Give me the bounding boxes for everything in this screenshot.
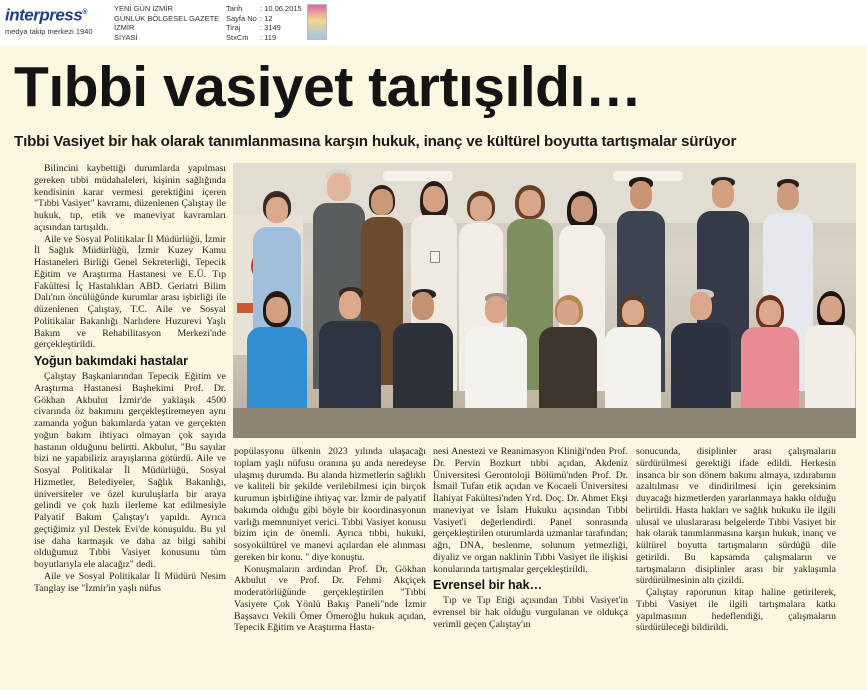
logo-tagline: medya takip merkezi 1940 xyxy=(5,26,93,36)
paragraph: Çalıştay raporunun kitap haline getirilerek, Tıbbi Vasiyet ile ilgili tartışmalara katkı yapılmasının hedeflendiği, çalışmaların sürdürüleceği bildirildi. xyxy=(636,587,836,634)
section-heading: Evrensel bir hak… xyxy=(433,578,543,593)
photo-floor xyxy=(233,408,856,438)
person-seated xyxy=(247,291,307,411)
publication-info xyxy=(114,4,219,42)
article-headline: Tıbbi vasiyet tartışıldı… xyxy=(14,55,642,119)
paragraph: Çalıştay Başkanlarından Tepecik Eğitim ve Araştırma Hastanesi Başhekimi Prof. Dr. Gökhan Akbulut İzmir'de yaklaşık 4500 civarında öz bakımını gerçekleştiremeyen aynı zamanda yoğun bakımlarda yatan ve gerçekten yoğun bakım ihtiyacı olmayan çok sayıda hastanın olduğunu belirtti. Akbulut, "Bu sayılar bizi ne yapabiliriz arayışlarına götürdü. Aile ve Sosyal Politikalar İl Müdürlüğü, Sosyal Hizmetler, Belediyeler, Sağlık Bakanlığı, üniversiteler ve özel kuruluşlarla bir araya gelindi ve çok hızlı ilerleme kat edilmesiyle Palyatif Bakım Çalıştay'ı yapıldı. Ayrıca geçtiğimiz yıl Destek Evi'de konuşuldu. Bu yıl ise daha karmaşık ve daha az bilgi sahibi olduğumuz Tıbbi Vasiyet konusunu tüm boyutlarıyla ele alacağız" dedi. xyxy=(34,371,226,570)
publication-name: YENİ GÜN İZMİR xyxy=(114,4,173,13)
person-seated xyxy=(671,289,731,411)
person-seated xyxy=(741,295,799,411)
meta-row-date: Tarih : 10.06.2015 xyxy=(226,4,302,13)
page-thumbnail xyxy=(307,4,327,40)
paragraph: Aile ve Sosyal Politikalar İl Müdürü Nesim Tanglay ise "İzmir'in yaşlı nüfus xyxy=(34,570,226,594)
meta-row-stxcm: StxCm : 119 xyxy=(226,32,277,42)
article-column-3 xyxy=(433,446,628,631)
ceiling-light xyxy=(383,171,453,181)
paragraph: Konuşmaların ardından Prof. Dr. Gökhan Akbulut ve Prof. Dr. Fehmi Akçiçek moderatörlüğünde gerçekleştirilen "Tıbbi Vasiyete Çok Yönlü Bakış Paneli"nde İzmir Başsavcı Vekili Ömer Ömeroğlu hukuk açıdan, Tepecik Eğitim ve Araştırma Hasta- xyxy=(234,563,426,634)
person-seated xyxy=(539,295,597,411)
logo-text: interpress xyxy=(5,5,83,25)
publication-city: İZMİR xyxy=(114,23,135,32)
logo-wordmark: interpress® xyxy=(5,5,87,25)
article-column-2 xyxy=(234,446,426,634)
clipping-meta xyxy=(226,4,302,42)
meta-row-circulation: Tiraj : 3149 xyxy=(226,23,281,32)
paragraph: sonucunda, disiplinler arası çalışmaların sürdürülmesi gerektiği ifade edildi. Herkesin insanca bir son dönem bakımı almaya, ızdırabının azaltılması ve dindirilmesi için gereksinim duyacağı hizmetlerden yararlanmaya hakkı olduğu belirtildi. Hasta hakları ve sağlık hukuku ile ilgili ulusal ve uluslararası belgelerde Tıbbi Vasiyet bir hak olarak tanımlanmasına karşın hukuk, inanç ve kültürel boyutta tartışmaların sürdüğü dile getirildi. Bu kapsamda çalışmaların ve tartışmaların disiplinler arası bir yaklaşımla sürdürülmesinin altı çizildi. xyxy=(636,446,836,587)
paragraph: Aile ve Sosyal Politikalar İl Müdürlüğü, İzmir İl Sağlık Müdürlüğü, İzmir Kuzey Kamu Hastaneleri Birliği Genel Sekreterliği, Tepecik Eğitim ve Araştırma Hastanesi ve E.Ü. Tıp Fakültesi İç Hastalıkları ABD. Geriatri Bilim Dalı'nın öncülüğünde kurumlar arası işbirliği ile düzenlenen Çalıştay, T.C. Aile ve Sosyal Politikalar Bakanlığı Narlıdere Huzurevi Yaşlı Bakım ve Rehabilitasyon Merkezi'nde gerçekleştirildi. xyxy=(34,233,226,351)
paragraph: popülasyonu ülkenin 2023 yılında ulaşacağı toplam yaşlı nüfusu oranına şu anda neredeyse ulaşmış durumda. Bu alanda hizmetlerin sağlıklı ve kaliteli bir şekilde verilebilmesi için birçok kurumun işbirliğine ihtiyaç var. İzmir de palyatif bakımda olduğu gibi böyle bir koordinasyonun varlığı memnuniyet verici. Tıbbi Vasiyet konusu bizim için de önemli. Ayrıca tıbbi, hukuki, sosyokültürel ve manevi açılardan ele alınması gereken bir konu. " diye konuştu. xyxy=(234,446,426,563)
article-column-4 xyxy=(636,446,836,634)
paragraph: Tıp ve Tıp Etiği açısından Tıbbi Vasiyet'in evrensel bir hak olduğu vurgulanan ve oldukça verimli geçen Çalıştay'ın xyxy=(433,595,628,630)
person-seated xyxy=(465,293,527,411)
paragraph: Bilincini kaybettiği durumlarda yapılması gereken tıbbi müdahaleleri, kişinin sağlığında kendisinin karar vermesi gerektiğini içeren "Tıbbi Vasiyet" kavramı, düzenlenen Çalıştay ile hukuk, tıp, etik ve maneviyat kavramları açısından tartışıldı. xyxy=(34,163,226,233)
person-seated xyxy=(393,289,453,411)
meta-row-page: Sayfa No : 12 xyxy=(226,13,273,23)
article-column-1 xyxy=(34,163,226,594)
paragraph: nesi Anestezi ve Reanimasyon Kliniği'nden Prof. Dr. Pervin Bozkurt tıbbi açıdan, Akdeniz Üniversitesi Gerontoloji Bölümü'nden Prof. Dr. İsmail Tufan etik açıdan ve Kocaeli Üniversitesi İlahiyat Fakültesi'nden Yrd. Doç. Dr. Ahmet Ekşi maneviyat ve İslam Hukuku açısından Tıbbi Vasiyet'i değerlendirdi. Panel sonrasında gerçekleştirilen oturumlarda uzmanlar tarafından; ağrı, DNA, beslenme, solunum yetmezliği, diyaliz ve organ naklinin Tıbbi Vasiyet ile ilişkisi konularında tartışmalar gerçekleştirildi. xyxy=(433,446,628,575)
group-photo xyxy=(233,163,856,438)
person-seated xyxy=(605,295,661,411)
person-seated xyxy=(805,291,855,411)
section-heading: Yoğun bakımdaki hastalar xyxy=(34,354,188,368)
publication-section: SİYASİ xyxy=(114,32,138,42)
person-seated xyxy=(319,287,381,411)
interpress-logo xyxy=(5,4,100,40)
article-subheadline: Tıbbi Vasiyet bir hak olarak tanımlanmasına karşın hukuk, inanç ve kültürel boyutta tartışmalar sürüyor xyxy=(14,133,737,150)
publication-type: GÜNLÜK BÖLGESEL GAZETE xyxy=(114,13,220,23)
clipping-header xyxy=(0,0,867,46)
